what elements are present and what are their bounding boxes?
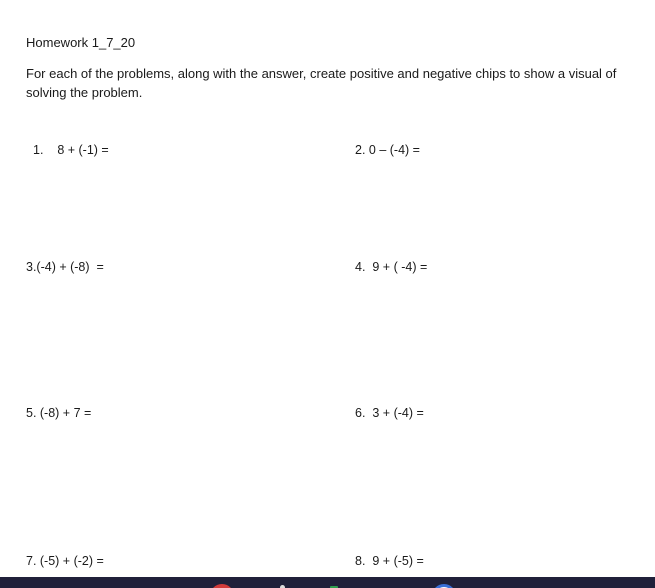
problem-6: 6. 3 + (-4) = — [355, 406, 424, 420]
problem-5: 5. (-8) + 7 = — [26, 406, 92, 420]
app-icon-red[interactable] — [210, 584, 234, 588]
problem-7: 7. (-5) + (-2) = — [26, 554, 104, 568]
app-icon-blue[interactable] — [432, 584, 456, 588]
homework-title: Homework 1_7_20 — [26, 35, 136, 50]
taskbar — [0, 577, 655, 588]
problem-4: 4. 9 + ( -4) = — [355, 260, 428, 274]
problem-8: 8. 9 + (-5) = — [355, 554, 424, 568]
problem-3: 3.(-4) + (-8) = — [26, 260, 104, 274]
instructions-text: For each of the problems, along with the answer, create positive and negative chips to show a visual of solving the problem. — [26, 66, 617, 100]
problem-1: 1. 8 + (-1) = — [33, 143, 109, 157]
problem-2: 2. 0 – (-4) = — [355, 143, 420, 157]
